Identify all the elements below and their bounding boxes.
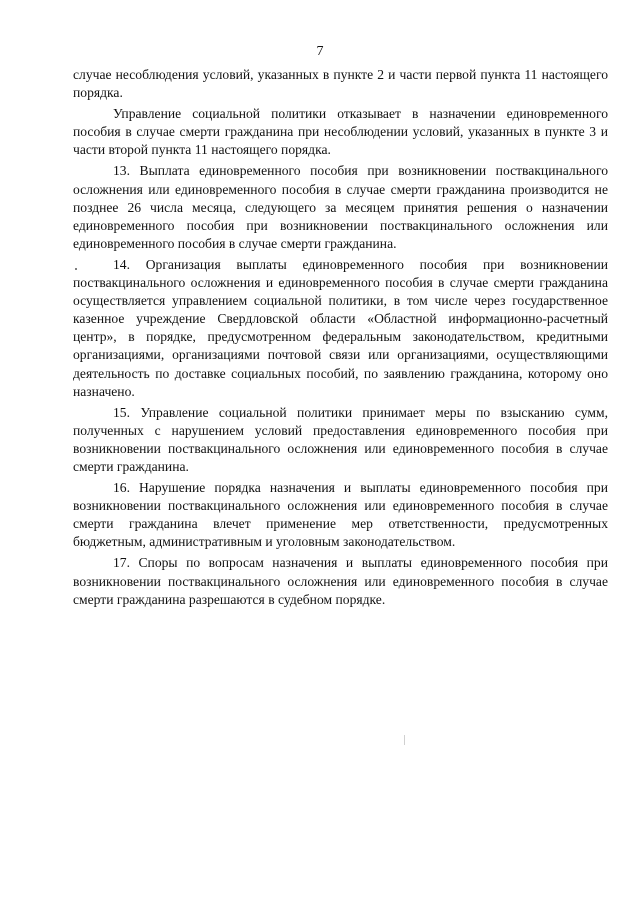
paragraph-refusal: Управление социальной политики отказывает в назначении единовременного пособия в случае смерти гражданина при несоблюдении условий, указанных в пункте 3 и части второй пункта 11 настоящего порядка.: [73, 106, 608, 158]
document-body: [73, 66, 608, 612]
scan-speck-mark: [404, 735, 405, 745]
paragraph-item-14: 14. Организация выплаты единовременного пособия при возникновении поствакцинального осложнения и единовременного пособия в случае смерти гражданина осуществляется управлением социальной политики, в том числе через государственное казенное учреждение Свердловской области «Областной информационно-расчетный центр», в порядке, предусмотренном федеральным законодательством, кредитными организациями, организациями почтовой связи или организациями, осуществляющими деятельность по доставке социальных пособий, по заявлению гражданина, которому оно назначено.: [73, 256, 608, 399]
page-number: 7: [316, 44, 324, 59]
paragraph-item-15: 15. Управление социальной политики принимает меры по взысканию сумм, полученных с нарушением условий предоставления единовременного пособия при возникновении поствакцинального осложнения или единовременного пособия в случае смерти гражданина.: [73, 404, 608, 474]
paragraph-continuation: случае несоблюдения условий, указанных в пункте 2 и части первой пункта 11 настоящего порядка.: [73, 67, 608, 101]
paragraph-item-13: 13. Выплата единовременного пособия при возникновении поствакцинального осложнения или единовременного пособия в случае смерти гражданина производится не позднее 26 числа месяца, следующего за месяцем принятия решения о назначении единовременного пособия при возникновении поствакцинального осложнения или единовременного пособия в случае смерти гражданина.: [73, 163, 608, 251]
paragraph-item-16: 16. Нарушение порядка назначения и выплаты единовременного пособия при возникновении поствакцинального осложнения или единовременного пособия в случае смерти гражданина влечет применение мер ответственности, предусмотренных бюджетным, административным и уголовным законодательством.: [73, 480, 608, 550]
paragraph-item-17: 17. Споры по вопросам назначения и выплаты единовременного пособия при возникновении поствакцинального осложнения или единовременного пособия в случае смерти гражданина разрешаются в судебном порядке.: [73, 555, 608, 607]
